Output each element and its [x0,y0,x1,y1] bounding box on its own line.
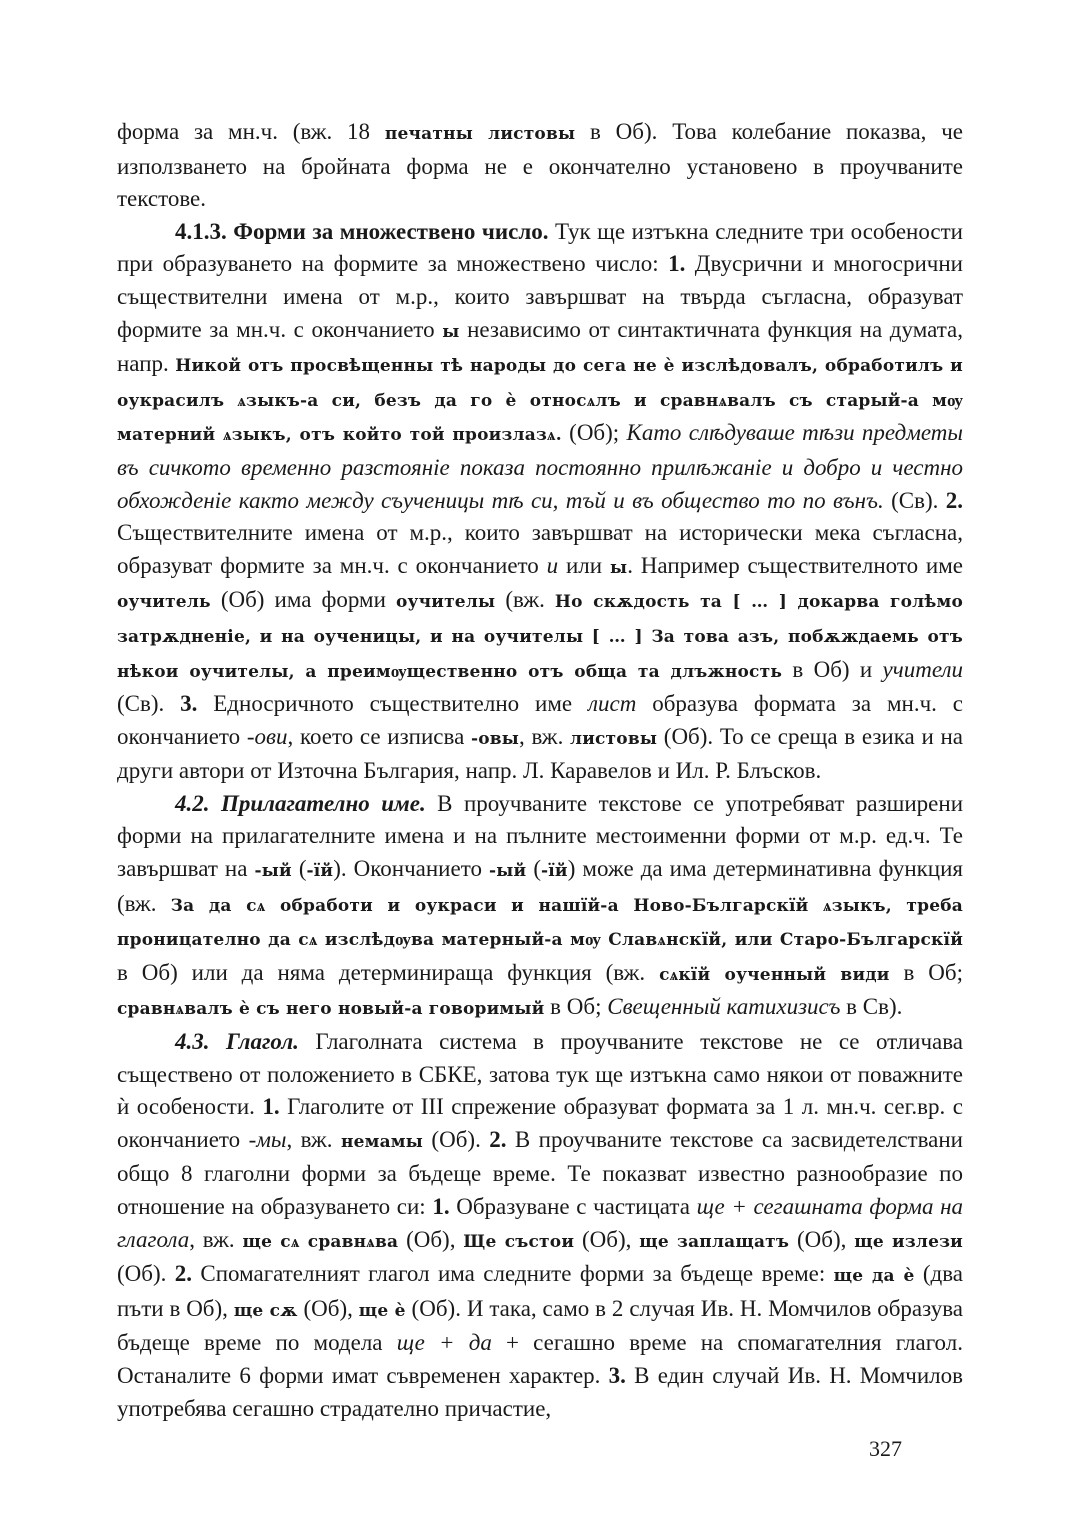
slavonic-quote: печатны листовы [384,124,576,144]
section-heading: 4.2. Прилагателно име. [175,790,426,816]
slavonic-quote: Никой отъ просвѣщенны тѣ народы до сега не ѐ изслѣдовалъ, обработилъ и оукрасилъ ѧзыкъ-а си, безъ да го ѐ относѧлъ и сравнѧвалъ съ старый-а мѹ матерний ѧзыкъ, отъ който той произлазѧ. [117,356,963,446]
page-number: 327 [869,1436,902,1461]
section-heading: 4.3. Глагол. [175,1029,299,1055]
italic-quote: Като слѣдуваше тѣзи предметы въ сичкото временно разстоянiе показа постоянно прилѣжанiе и добро и честно обхожденiе както между съученицы тѣ си, тъй и въ общество то по вънъ. [117,420,963,513]
paragraph-continuation: форма за мн.ч. (вж. 18 печатны листовы в Об). Това колебание показва, че използването на бройната форма не е окончателно установено в проучваните текстове. [117,119,964,212]
slavonic-quote: Но скѫдость та [ … ] докарва голѣмо затрѫдненiе, и на оученицы, и на оучителы [ … ] За това азъ, побѫждаемь отъ нѣкои оучителы, а преимѹщественно отъ обща та длъжность [117,592,963,682]
page-body [117,116,963,1425]
slavonic-quote: За да сѧ обработи и оукраси и нашїй-а Ново-Българскїй ѧзыкъ, треба проницателно да сѧ изслѣдѹва матерный-а мѹ Славѧнскїй, или Старо-Българскїй [117,895,963,951]
section-4-1-3: 4.1.3. Форми за множествено число. Тук ще изтъкна следните три особености при образуването на формите за множествено число: 1. Двусрични и многосрични съществителни имена от м.р., които завършват на твърда съгласна, образуват формите за мн.ч. с окончанието ы независимо от синтактичната функция на думата, напр. Никой отъ просвѣщенны тѣ народы до сега не ѐ изслѣдовалъ, обработилъ и оукрасилъ ѧзыкъ-а си, безъ да го ѐ относѧлъ и сравнѧвалъ съ старый-а мѹ матерний ѧзыкъ, отъ който той произлазѧ. (Об); Като слѣдуваше тѣзи предметы въ сичкото временно разстоянiе показа постоянно прилѣжанiе и добро и честно обхожденiе както между съученицы тѣ си, тъй и въ общество то по вънъ. (Св). 2. Съществителните имена от м.р., които завършват на исторически мека съгласна, образуват формите за мн.ч. с окончанието и или ы. Например съществителното име оучитель (Об) има форми оучителы (вж. Но скѫдость та [ … ] докарва голѣмо затрѫдненiе, и на оученицы, и на оучителы [ … ] За това азъ, побѫждаемь отъ нѣкои оучителы, а преимѹщественно отъ обща та длъжность в Об) и учители (Св). 3. Едносричното съществително име лист образува формата за мн.ч. с окончанието -ови, което се изписва -овы, вж. листовы (Об). То се среща в езика и на други автори от Източна България, напр. Л. Каравелов и Ил. Р. Блъсков. [117,218,963,784]
section-4-3: 4.3. Глагол. Глаголната система в проучваните текстове не се отличава съществено от положението в СБКЕ, затова тук ще изтъкна само някои от поважните ѝ особености. 1. Глаголите от III спрежение образуват формата за 1 л. мн.ч. сег.вр. с окончанието -мы, вж. немамы (Об). 2. В проучваните текстове са засвидетелствани общо 8 глаголни форми за бъдеще време. Те показват известно разнообразие по отношение на образуването си: 1. Образуване с частицата ще + сегашната форма на глагола, вж. ще сѧ сравнѧва (Об), Ще състои (Об), ще заплащатъ (Об), ще излези (Об). 2. Спомагателният глагол има следните форми за бъдеще време: ще да ѐ (два пъти в Об), ще сѫ (Об), ще ѐ (Об). И така, само в 2 случая Ив. Н. Момчилов образува бъдеще време по модела ще + да + сегашно време на спомагателния глагол. Останалите 6 форми имат съвременен характер. 3. В един случай Ив. Н. Момчилов употребява сегашно страдателно причастие, [117,1029,964,1421]
section-4-2: 4.2. Прилагателно име. В проучваните текстове се употребяват разширени форми на прилагателните имена и на пълните местоименни форми от м.р. ед.ч. Те завършват на -ый (-їй). Окончанието -ый (-їй) може да има детерминативна функция (вж. За да сѧ обработи и оукраси и нашїй-а Ново-Българскїй ѧзыкъ, треба проницателно да сѧ изслѣдѹва матерный-а мѹ Славѧнскїй, или Старо-Българскїй в Об) или да няма детерминираща функция (вж. сѧкїй оученный види в Об; сравнѧвалъ ѐ съ него новый-а говоримый в Об; Свещенный катихизисъ в Св). [117,790,964,1020]
section-heading: 4.1.3. Форми за множествено число. [175,218,549,244]
